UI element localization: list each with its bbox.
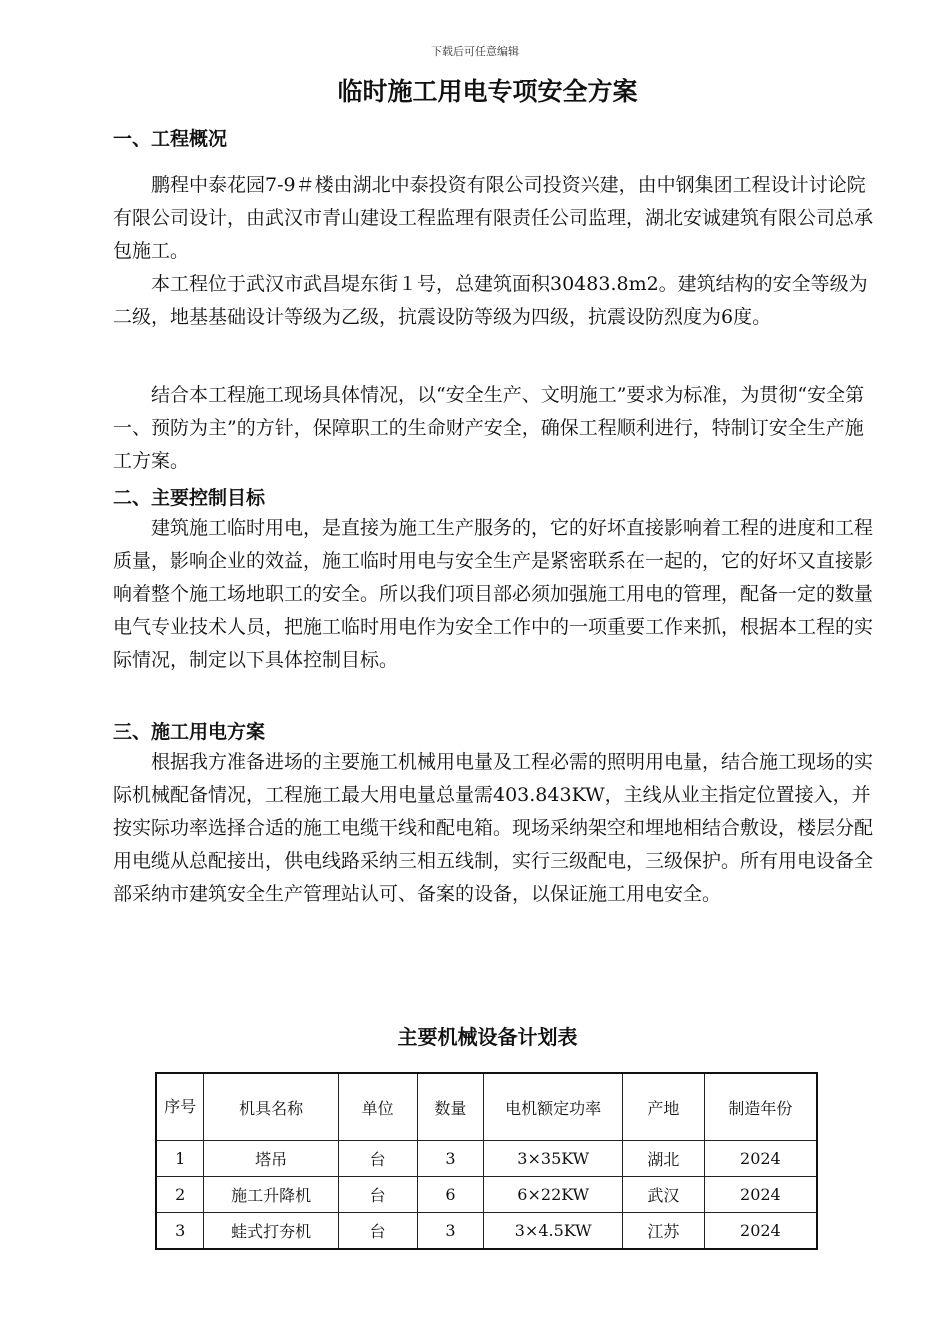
table-title: 主要机械设备计划表 — [397, 1025, 578, 1049]
table-cell: 3×35KW — [484, 1141, 623, 1177]
column-header: 机具名称 — [204, 1073, 338, 1141]
table-cell: 2 — [156, 1177, 204, 1213]
table-cell: 2024 — [704, 1177, 817, 1213]
table-row — [156, 1177, 817, 1213]
table-cell: 3 — [156, 1213, 204, 1250]
section-heading-overview: 一、工程概况 — [113, 128, 228, 150]
table-cell: 塔吊 — [204, 1141, 338, 1177]
table-header-row — [156, 1073, 817, 1141]
equipment-table — [155, 1072, 818, 1250]
table-row — [156, 1213, 817, 1250]
column-header: 制造年份 — [704, 1073, 817, 1141]
paragraph: 鹏程中泰花园7-9＃楼由湖北中泰投资有限公司投资兴建，由中钢集团工程设计讨论院有限公司设计，由武汉市青山建设工程监理有限责任公司监理，湖北安诚建筑有限公司总承包施工。 — [113, 174, 874, 262]
table-cell: 1 — [156, 1141, 204, 1177]
table-cell: 江苏 — [623, 1213, 705, 1250]
column-header: 序号 — [156, 1073, 204, 1141]
document-title: 临时施工用电专项安全方案 — [337, 77, 638, 106]
paragraph: 建筑施工临时用电，是直接为施工生产服务的，它的好坏直接影响着工程的进度和工程质量，影响企业的效益，施工临时用电与安全生产是紧密联系在一起的，它的好坏又直接影响着整个施工场地职工的安全。所以我们项目部必须加强施工用电的管理，配备一定的数量电气专业技术人员，把施工临时用电作为安全工作中的一项重要工作来抓，根据本工程的实际情况，制定以下具体控制目标。 — [113, 517, 874, 671]
paragraph: 结合本工程施工现场具体情况，以“安全生产、文明施工”要求为标准，为贯彻“安全第一、预防为主”的方针，保障职工的生命财产安全，确保工程顺利进行，特制订安全生产施工方案。 — [113, 384, 865, 472]
paragraph: 本工程位于武汉市武昌堤东街１号，总建筑面积30483.8m2。建筑结构的安全等级为二级，地基基础设计等级为乙级，抗震设防等级为四级，抗震设防烈度为6度。 — [113, 273, 868, 328]
table-cell: 武汉 — [623, 1177, 705, 1213]
section-heading-power-plan: 三、施工用电方案 — [113, 721, 266, 743]
table-cell: 湖北 — [623, 1141, 705, 1177]
table-row — [156, 1141, 817, 1177]
paragraph: 根据我方准备进场的主要施工机械用电量及工程必需的照明用电量，结合施工现场的实际机械配备情况，工程施工最大用电量总量需403.843KW，主线从业主指定位置接入，并按实际功率选择合适的施工电缆干线和配电箱。现场采纳架空和埋地相结合敷设，楼层分配用电缆从总配接出，供电线路采纳三相五线制，实行三级配电，三级保护。所有用电设备全部采纳市建筑安全生产管理站认可、备案的设备，以保证施工用电安全。 — [113, 751, 874, 905]
column-header: 单位 — [338, 1073, 417, 1141]
table-cell: 台 — [338, 1141, 417, 1177]
section-heading-objectives: 二、主要控制目标 — [113, 487, 266, 509]
column-header: 电机额定功率 — [484, 1073, 623, 1141]
table-cell: 6 — [417, 1177, 484, 1213]
table-cell: 台 — [338, 1213, 417, 1250]
table-cell: 2024 — [704, 1141, 817, 1177]
table-cell: 蛙式打夯机 — [204, 1213, 338, 1250]
header-note: 下载后可任意编辑 — [431, 45, 519, 58]
column-header: 数量 — [417, 1073, 484, 1141]
table-cell: 6×22KW — [484, 1177, 623, 1213]
table-cell: 施工升降机 — [204, 1177, 338, 1213]
column-header: 产地 — [623, 1073, 705, 1141]
table-cell: 3 — [417, 1141, 484, 1177]
table-cell: 3×4.5KW — [484, 1213, 623, 1250]
table-cell: 台 — [338, 1177, 417, 1213]
table-cell: 3 — [417, 1213, 484, 1250]
table-cell: 2024 — [704, 1213, 817, 1250]
